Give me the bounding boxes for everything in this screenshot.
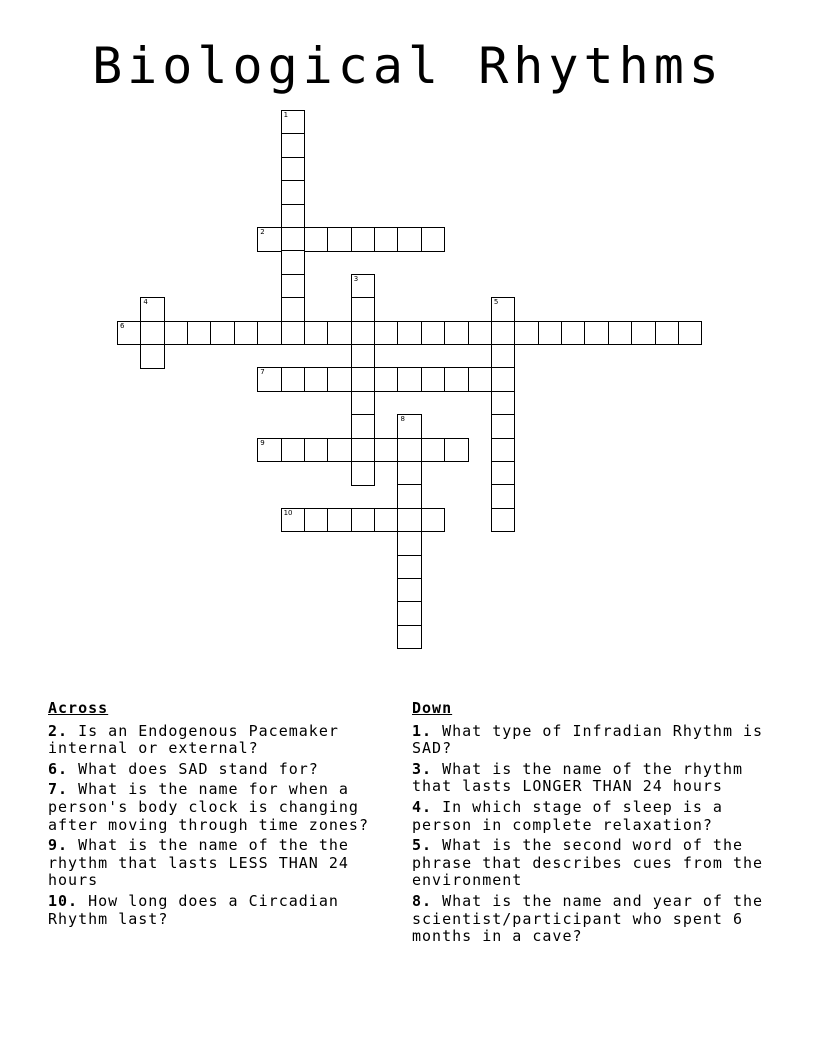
crossword-cell[interactable] bbox=[327, 227, 351, 252]
crossword-cell[interactable] bbox=[187, 321, 211, 346]
down-clue-4 bbox=[412, 799, 764, 834]
across-clue-6 bbox=[48, 761, 400, 779]
clue-number: 8. bbox=[412, 891, 433, 910]
crossword-cell[interactable] bbox=[281, 204, 305, 229]
crossword-cell[interactable] bbox=[304, 367, 328, 392]
crossword-cell[interactable] bbox=[281, 274, 305, 299]
clue-text: What is the second word of the phrase that describes cues from the environment bbox=[412, 836, 764, 890]
crossword-cell[interactable] bbox=[397, 601, 421, 626]
crossword-cell[interactable] bbox=[468, 321, 492, 346]
crossword-cell[interactable] bbox=[421, 438, 445, 463]
crossword-cell[interactable] bbox=[538, 321, 562, 346]
crossword-cell[interactable] bbox=[491, 344, 515, 369]
crossword-cell[interactable] bbox=[351, 297, 375, 322]
crossword-cell[interactable] bbox=[117, 321, 141, 346]
crossword-cell[interactable] bbox=[281, 227, 305, 252]
clue-text: What is the name of the rhythm that lasts LONGER THAN 24 hours bbox=[412, 759, 744, 796]
crossword-cell[interactable] bbox=[351, 367, 375, 392]
crossword-cell[interactable] bbox=[397, 531, 421, 556]
across-clue-2 bbox=[48, 723, 400, 758]
crossword-cell[interactable] bbox=[491, 297, 515, 322]
crossword-cell[interactable] bbox=[351, 438, 375, 463]
crossword-cell[interactable] bbox=[421, 321, 445, 346]
crossword-cell[interactable] bbox=[491, 367, 515, 392]
crossword-cell[interactable] bbox=[281, 110, 305, 135]
crossword-cell[interactable] bbox=[421, 227, 445, 252]
crossword-cell[interactable] bbox=[374, 227, 398, 252]
crossword-cell[interactable] bbox=[397, 438, 421, 463]
crossword-cell[interactable] bbox=[140, 344, 164, 369]
crossword-cell[interactable] bbox=[351, 414, 375, 439]
crossword-cell[interactable] bbox=[304, 227, 328, 252]
clue-number: 10. bbox=[48, 891, 79, 910]
crossword-cell[interactable] bbox=[281, 180, 305, 205]
clue-number-label: 6 bbox=[120, 321, 125, 330]
crossword-cell[interactable] bbox=[257, 227, 281, 252]
crossword-cell[interactable] bbox=[491, 461, 515, 486]
crossword-cell[interactable] bbox=[397, 227, 421, 252]
crossword-cell[interactable] bbox=[140, 321, 164, 346]
crossword-cell[interactable] bbox=[351, 461, 375, 486]
clue-number-label: 8 bbox=[400, 415, 405, 424]
clue-text: What is the name of the the rhythm that lasts LESS THAN 24 hours bbox=[48, 836, 349, 890]
clue-number: 4. bbox=[412, 797, 433, 816]
crossword-cell[interactable] bbox=[397, 461, 421, 486]
crossword-cell[interactable] bbox=[374, 508, 398, 533]
crossword-cell[interactable] bbox=[210, 321, 234, 346]
clue-text: What does SAD stand for? bbox=[78, 759, 319, 778]
crossword-cell[interactable] bbox=[281, 133, 305, 158]
clue-number: 9. bbox=[48, 836, 69, 855]
crossword-cell[interactable] bbox=[164, 321, 188, 346]
clue-number-label: 7 bbox=[260, 368, 265, 377]
across-clues bbox=[48, 700, 400, 931]
clue-number-label: 3 bbox=[353, 274, 359, 283]
crossword-cell[interactable] bbox=[491, 438, 515, 463]
crossword-cell[interactable] bbox=[327, 321, 351, 346]
crossword-cell[interactable] bbox=[374, 438, 398, 463]
crossword-cell[interactable] bbox=[397, 625, 421, 650]
crossword-cell[interactable] bbox=[304, 508, 328, 533]
crossword-cell[interactable] bbox=[655, 321, 679, 346]
crossword-cell[interactable] bbox=[608, 321, 632, 346]
across-clue-7 bbox=[48, 781, 400, 834]
crossword-cell[interactable] bbox=[234, 321, 258, 346]
clue-number: 7. bbox=[48, 780, 69, 799]
across-clue-10 bbox=[48, 893, 400, 928]
down-clue-5 bbox=[412, 837, 764, 890]
crossword-cell[interactable] bbox=[468, 367, 492, 392]
crossword-cell[interactable] bbox=[397, 508, 421, 533]
crossword-cell[interactable] bbox=[397, 414, 421, 439]
crossword-cell[interactable] bbox=[351, 391, 375, 416]
crossword-cell[interactable] bbox=[491, 391, 515, 416]
crossword-cell[interactable] bbox=[444, 321, 468, 346]
crossword-cell[interactable] bbox=[281, 321, 305, 346]
crossword-cell[interactable] bbox=[491, 414, 515, 439]
crossword-cell[interactable] bbox=[351, 274, 375, 299]
across-clue-9 bbox=[48, 837, 400, 890]
down-clue-8 bbox=[412, 893, 764, 946]
crossword-cell[interactable] bbox=[397, 367, 421, 392]
clue-number: 2. bbox=[48, 721, 69, 740]
crossword-cell[interactable] bbox=[444, 367, 468, 392]
crossword-cell[interactable] bbox=[281, 508, 305, 533]
crossword-cell[interactable] bbox=[678, 321, 702, 346]
crossword-cell[interactable] bbox=[514, 321, 538, 346]
crossword-cell[interactable] bbox=[257, 321, 281, 346]
crossword-cell[interactable] bbox=[304, 438, 328, 463]
crossword-cell[interactable] bbox=[421, 367, 445, 392]
crossword-cell[interactable] bbox=[281, 438, 305, 463]
clue-text: In which stage of sleep is a person in complete relaxation? bbox=[412, 797, 723, 834]
crossword-cell[interactable] bbox=[421, 508, 445, 533]
crossword-cell[interactable] bbox=[281, 157, 305, 182]
crossword-cell[interactable] bbox=[351, 321, 375, 346]
crossword-cell[interactable] bbox=[327, 367, 351, 392]
crossword-cell[interactable] bbox=[444, 438, 468, 463]
crossword-cell[interactable] bbox=[491, 321, 515, 346]
clue-text: What type of Infradian Rhythm is SAD? bbox=[412, 721, 764, 758]
down-heading: Down bbox=[412, 699, 453, 717]
crossword-cell[interactable] bbox=[561, 321, 585, 346]
crossword-cell[interactable] bbox=[351, 227, 375, 252]
crossword-cell[interactable] bbox=[397, 578, 421, 603]
down-clue-1 bbox=[412, 723, 764, 758]
crossword-cell[interactable] bbox=[584, 321, 608, 346]
clue-text: How long does a Circadian Rhythm last? bbox=[48, 891, 339, 928]
crossword-cell[interactable] bbox=[281, 250, 305, 275]
clue-text: What is the name and year of the scientist/participant who spent 6 months in a cave? bbox=[412, 891, 764, 946]
crossword-cell[interactable] bbox=[257, 438, 281, 463]
clue-number: 6. bbox=[48, 759, 69, 778]
clue-number: 5. bbox=[412, 836, 433, 855]
crossword-cell[interactable] bbox=[631, 321, 655, 346]
crossword-cell[interactable] bbox=[351, 508, 375, 533]
page-title: Biological Rhythms bbox=[92, 37, 724, 95]
crossword-cell[interactable] bbox=[397, 555, 421, 580]
crossword-cell[interactable] bbox=[281, 367, 305, 392]
clue-number-label: 4 bbox=[143, 298, 148, 307]
crossword-cell[interactable] bbox=[491, 508, 515, 533]
clue-number-label: 2 bbox=[260, 228, 265, 236]
down-clue-3 bbox=[412, 761, 764, 796]
crossword-cell[interactable] bbox=[327, 508, 351, 533]
crossword-cell[interactable] bbox=[397, 321, 421, 346]
crossword-cell[interactable] bbox=[374, 321, 398, 346]
crossword-cell[interactable] bbox=[491, 484, 515, 509]
crossword-cell[interactable] bbox=[327, 438, 351, 463]
crossword-cell[interactable] bbox=[281, 297, 305, 322]
down-clues bbox=[412, 700, 764, 949]
crossword-cell[interactable] bbox=[140, 297, 164, 322]
clue-number: 3. bbox=[412, 759, 433, 778]
crossword-cell[interactable] bbox=[397, 484, 421, 509]
clue-number-label: 10 bbox=[283, 508, 293, 517]
crossword-cell[interactable] bbox=[304, 321, 328, 346]
crossword-cell[interactable] bbox=[257, 367, 281, 392]
clue-number-label: 5 bbox=[493, 298, 499, 307]
across-heading: Across bbox=[48, 699, 109, 717]
clue-number: 1. bbox=[412, 721, 433, 740]
crossword-cell[interactable] bbox=[374, 367, 398, 392]
clue-number-label: 1 bbox=[283, 111, 289, 119]
clue-text: Is an Endogenous Pacemaker internal or external? bbox=[48, 721, 339, 758]
clue-text: What is the name for when a person's body clock is changing after moving through time zones? bbox=[48, 780, 369, 834]
clue-number-label: 9 bbox=[260, 438, 265, 447]
crossword-cell[interactable] bbox=[351, 344, 375, 369]
